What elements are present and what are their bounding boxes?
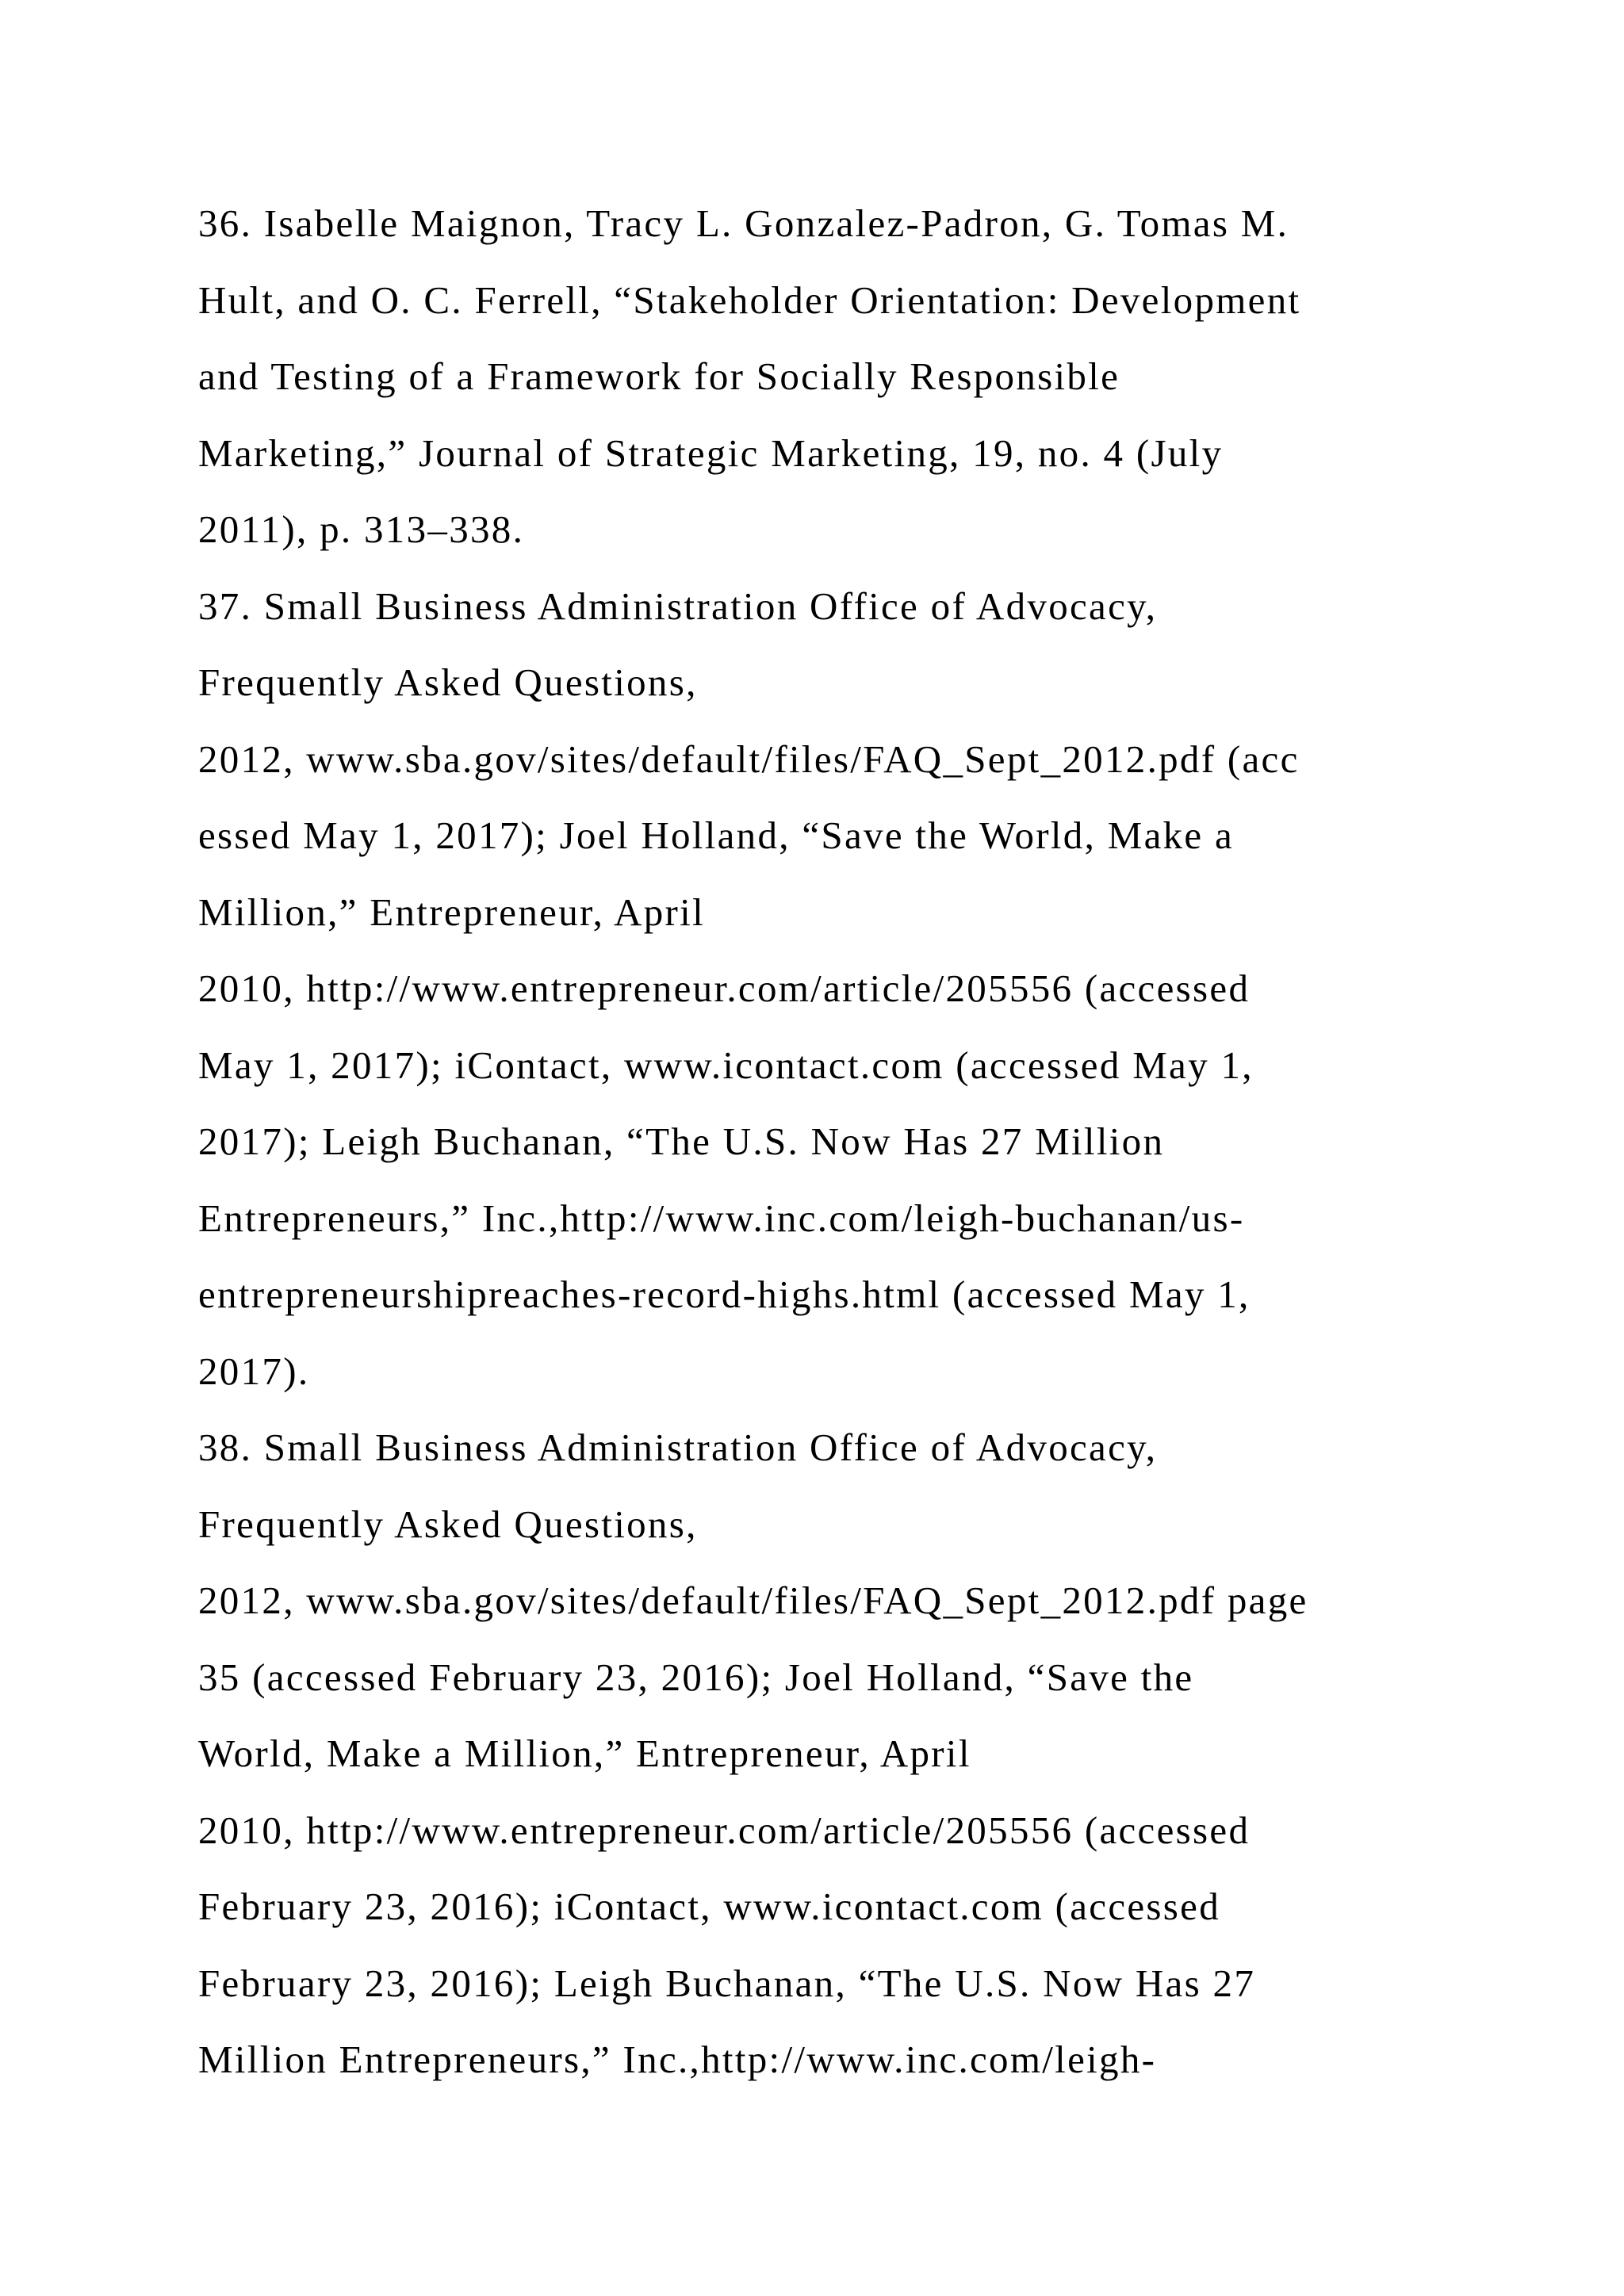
text-line-14: Entrepreneurs,” Inc.,http://www.inc.com/leigh-buchanan/us- bbox=[198, 1196, 1245, 1240]
text-line-23: February 23, 2016); iContact, www.icontact.com (accessed bbox=[198, 1885, 1221, 1928]
references-text bbox=[198, 198, 1546, 2111]
text-line-25: Million Entrepreneurs,” Inc.,http://www.inc.com/leigh- bbox=[198, 2038, 1157, 2081]
text-line-5: 2011), p. 313–338. bbox=[198, 507, 525, 551]
text-line-15: entrepreneurshipreaches-record-highs.html (accessed May 1, bbox=[198, 1272, 1251, 1316]
text-line-18: Frequently Asked Questions, bbox=[198, 1502, 698, 1546]
text-line-12: May 1, 2017); iContact, www.icontact.com (accessed May 1, bbox=[198, 1043, 1254, 1087]
text-line-20: 35 (accessed February 23, 2016); Joel Holland, “Save the bbox=[198, 1655, 1194, 1699]
text-line-6: 37. Small Business Administration Office of Advocacy, bbox=[198, 584, 1158, 628]
text-line-21: World, Make a Million,” Entrepreneur, April bbox=[198, 1732, 971, 1775]
text-line-10: Million,” Entrepreneur, April bbox=[198, 890, 705, 934]
text-line-17: 38. Small Business Administration Office of Advocacy, bbox=[198, 1425, 1158, 1469]
text-line-22: 2010, http://www.entrepreneur.com/article/205556 (accessed bbox=[198, 1808, 1251, 1852]
text-line-9: essed May 1, 2017); Joel Holland, “Save the World, Make a bbox=[198, 813, 1235, 857]
text-line-1: 36. Isabelle Maignon, Tracy L. Gonzalez-Padron, G. Tomas M. bbox=[198, 201, 1289, 245]
text-line-4: Marketing,” Journal of Strategic Marketing, 19, no. 4 (July bbox=[198, 430, 1224, 475]
text-line-2: Hult, and O. C. Ferrell, “Stakeholder Orientation: Development bbox=[198, 277, 1301, 322]
text-line-16: 2017). bbox=[198, 1349, 310, 1393]
text-line-3: and Testing of a Framework for Socially Responsible bbox=[198, 354, 1120, 398]
text-line-8: 2012, www.sba.gov/sites/default/files/FAQ_Sept_2012.pdf (acc bbox=[198, 737, 1300, 781]
text-line-11: 2010, http://www.entrepreneur.com/article/205556 (accessed bbox=[198, 966, 1251, 1010]
text-line-24: February 23, 2016); Leigh Buchanan, “The U.S. Now Has 27 bbox=[198, 1961, 1256, 2005]
text-line-13: 2017); Leigh Buchanan, “The U.S. Now Has 27 Million bbox=[198, 1119, 1165, 1163]
text-line-7: Frequently Asked Questions, bbox=[198, 660, 698, 704]
text-line-19: 2012, www.sba.gov/sites/default/files/FAQ_Sept_2012.pdf page bbox=[198, 1578, 1308, 1622]
